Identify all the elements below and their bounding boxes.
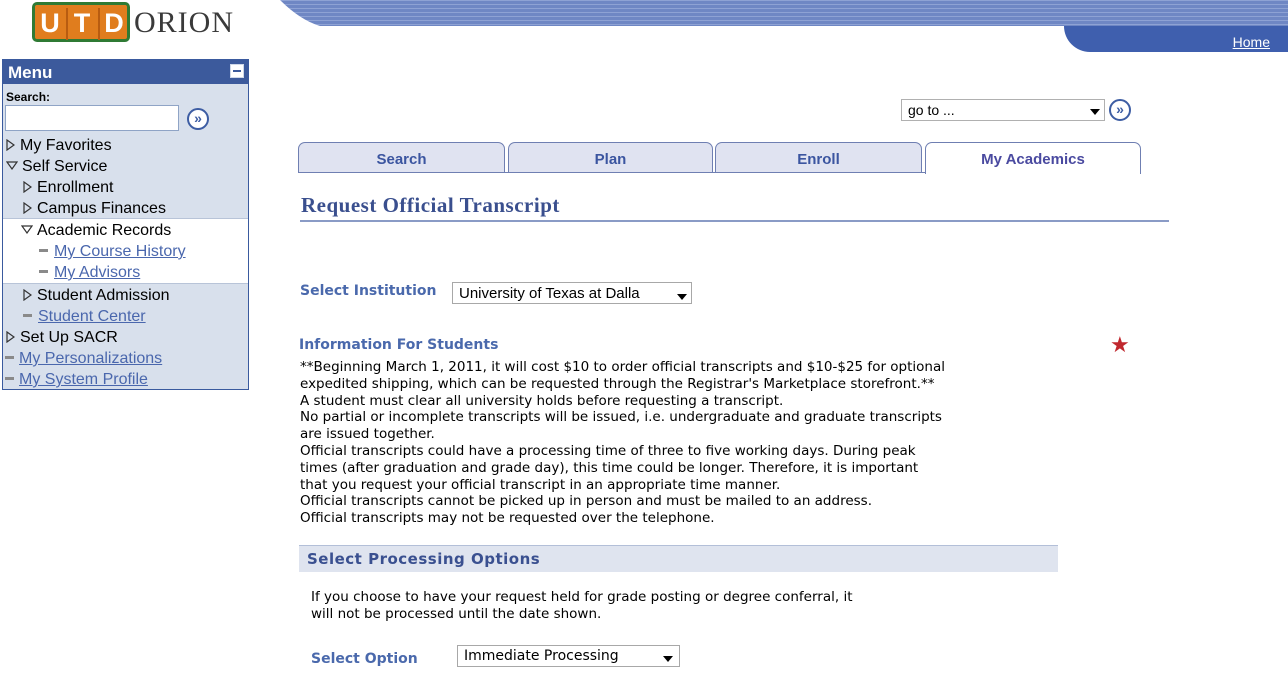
- collapsed-arrow-icon: [23, 289, 32, 301]
- processing-line: If you choose to have your request held for grade posting or degree conferral, it: [311, 589, 853, 605]
- dropdown-arrow-icon: [663, 656, 673, 662]
- menu-search-input[interactable]: [5, 105, 179, 131]
- dropdown-arrow-icon: [677, 294, 687, 300]
- tab-my-academics[interactable]: My Academics: [925, 142, 1141, 174]
- info-line: times (after graduation and grade day), this time could be longer. Therefore, it is important: [300, 459, 919, 476]
- menu-item-my-course-history[interactable]: My Course History: [39, 242, 186, 262]
- expanded-arrow-icon: [21, 225, 33, 234]
- goto-select-value: go to ...: [908, 102, 955, 118]
- collapsed-arrow-icon: [6, 331, 15, 343]
- collapse-menu-icon[interactable]: [230, 64, 244, 78]
- info-line: that you request your official transcript in an appropriate time manner.: [300, 476, 781, 493]
- home-tab: [1064, 26, 1288, 52]
- information-text: [300, 359, 1080, 527]
- info-line: Official transcripts may not be requested over the telephone.: [300, 510, 715, 527]
- orion-wordmark: ORION: [134, 6, 234, 39]
- info-line: Official transcripts could have a processing time of three to five working days. During peak: [300, 442, 916, 459]
- expanded-arrow-icon: [6, 161, 18, 170]
- menu-item-set-up-sacr[interactable]: Set Up SACR: [6, 328, 118, 348]
- menu-search-label: Search:: [6, 90, 51, 104]
- menu-header: [3, 60, 248, 84]
- dropdown-arrow-icon: [1090, 109, 1100, 115]
- institution-label: Select Institution: [300, 283, 437, 299]
- menu-item-my-system-profile[interactable]: My System Profile: [5, 370, 148, 390]
- leaf-dash-icon: [5, 356, 14, 359]
- logo-letter-u: U: [40, 8, 60, 38]
- menu-item-academic-records[interactable]: Academic Records: [21, 221, 171, 241]
- info-line: No partial or incomplete transcripts will be issued, i.e. undergraduate and graduate transcripts: [300, 409, 942, 426]
- menu-item-my-favorites[interactable]: My Favorites: [6, 136, 112, 156]
- navigation-menu: [2, 59, 249, 390]
- collapsed-arrow-icon: [23, 202, 32, 214]
- tab-search[interactable]: Search: [298, 142, 505, 173]
- institution-select[interactable]: [452, 282, 692, 304]
- logo-letter-t: T: [73, 8, 91, 38]
- menu-search-go-icon[interactable]: »: [187, 108, 209, 130]
- header-band: [280, 0, 1288, 28]
- info-line: **Beginning March 1, 2011, it will cost $10 to order official transcripts and $10-$25 for optional: [300, 359, 946, 375]
- leaf-dash-icon: [39, 249, 48, 252]
- tab-plan[interactable]: Plan: [508, 142, 713, 173]
- processing-option-value: Immediate Processing: [464, 648, 619, 664]
- menu-item-my-advisors[interactable]: My Advisors: [39, 263, 140, 283]
- menu-item-student-admission[interactable]: Student Admission: [23, 286, 170, 306]
- processing-option-select[interactable]: [457, 645, 680, 667]
- goto-go-icon[interactable]: »: [1109, 99, 1131, 121]
- logo-letter-d: D: [104, 8, 124, 38]
- leaf-dash-icon: [39, 270, 48, 273]
- institution-select-value: University of Texas at Dalla: [459, 285, 640, 302]
- utd-logo-box: [32, 2, 130, 42]
- menu-item-enrollment[interactable]: Enrollment: [23, 178, 113, 198]
- processing-options-text: [311, 589, 852, 623]
- info-line: are issued together.: [300, 426, 435, 443]
- information-heading: Information For Students: [299, 337, 499, 353]
- tab-enroll[interactable]: Enroll: [715, 142, 922, 173]
- menu-item-student-center[interactable]: Student Center: [23, 307, 146, 327]
- processing-line: will not be processed until the date shown.: [311, 606, 602, 622]
- menu-item-self-service[interactable]: Self Service: [6, 157, 107, 177]
- select-option-label: Select Option: [311, 651, 418, 667]
- info-line: expedited shipping, which can be requested through the Registrar's Marketplace storefront.**: [300, 375, 935, 392]
- required-star-icon: ★: [1110, 332, 1130, 357]
- info-line: A student must clear all university holds before requesting a transcript.: [300, 392, 784, 409]
- home-link[interactable]: Home: [1232, 34, 1270, 50]
- page-title: Request Official Transcript: [301, 193, 560, 217]
- title-divider: [300, 220, 1169, 222]
- collapsed-arrow-icon: [6, 139, 15, 151]
- leaf-dash-icon: [23, 314, 32, 317]
- processing-options-header: Select Processing Options: [299, 545, 1058, 572]
- menu-item-my-personalizations[interactable]: My Personalizations: [5, 349, 162, 369]
- info-line: Official transcripts cannot be picked up in person and must be mailed to an address.: [300, 493, 872, 510]
- menu-item-campus-finances[interactable]: Campus Finances: [23, 199, 166, 219]
- menu-title: Menu: [8, 63, 53, 82]
- leaf-dash-icon: [5, 377, 14, 380]
- collapsed-arrow-icon: [23, 181, 32, 193]
- goto-select[interactable]: [901, 99, 1105, 121]
